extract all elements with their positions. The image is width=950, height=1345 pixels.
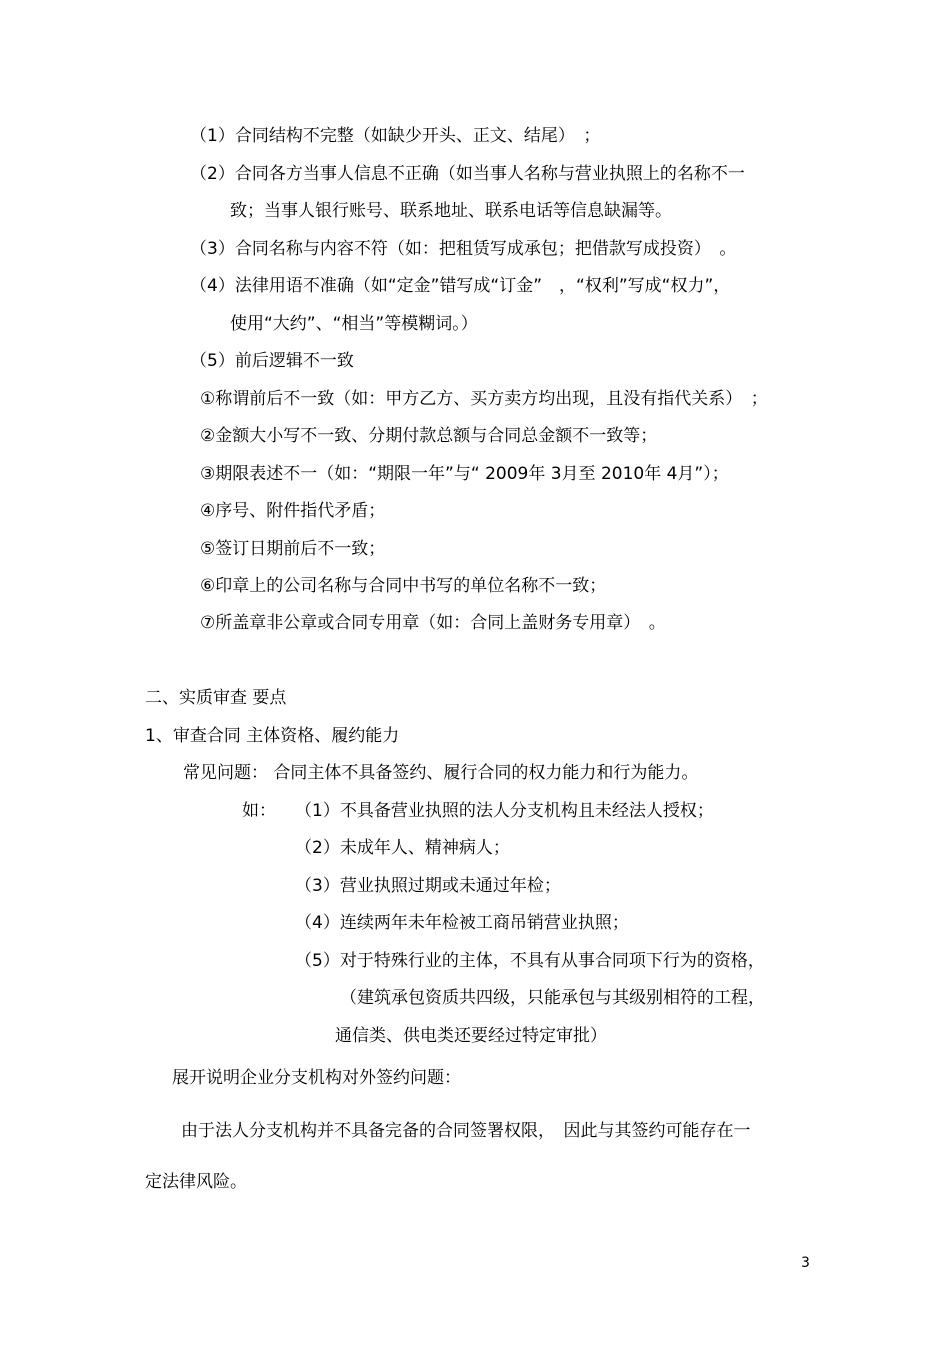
expand-heading: 展开说明企业分支机构对外签约问题： <box>172 1068 461 1088</box>
sub-item-7: ⑦所盖章非公章或合同专用章（如：合同上盖财务专用章） 。 <box>200 613 666 633</box>
issue-5: （5）对于特殊行业的主体，不具有从事合同项下行为的资格， <box>295 951 765 971</box>
sub-item-6: ⑥印章上的公司名称与合同中书写的单位名称不一致； <box>200 576 607 596</box>
sub-item-5: ⑤签订日期前后不一致； <box>200 539 386 559</box>
item-3: （3）合同名称与内容不符（如：把租赁写成承包；把借款写成投资） 。 <box>190 239 737 259</box>
item-5: （5）前后逻辑不一致 <box>190 351 354 371</box>
paragraph-cont: 定法律风险。 <box>145 1172 247 1192</box>
issue-1: （1）不具备营业执照的法人分支机构且未经法人授权； <box>295 801 714 821</box>
example-label: 如： <box>242 801 276 821</box>
item-2-cont: 致；当事人银行账号、联系地址、联系电话等信息缺漏等。 <box>230 201 672 221</box>
section-heading: 二、实质审查 要点 <box>145 688 287 708</box>
issue-5-cont-2: 通信类、供电类还要经过特定审批） <box>335 1026 607 1046</box>
issue-2: （2）未成年人、精神病人； <box>295 838 510 858</box>
sub-item-1: ①称谓前后不一致（如：甲方乙方、买方卖方均出现，且没有指代关系） ； <box>200 389 768 409</box>
issue-3: （3）营业执照过期或未通过年检； <box>295 876 561 896</box>
sub-item-4: ④序号、附件指代矛盾； <box>200 501 386 521</box>
item-2: （2）合同各方当事人信息不正确（如当事人名称与营业执照上的名称不一 <box>190 164 745 184</box>
common-issues: 常见问题： 合同主体不具备签约、履行合同的权力能力和行为能力。 <box>183 763 699 783</box>
sub-item-3: ③期限表述不一（如：“期限一年”与“ 2009年 3月至 2010年 4月”）； <box>200 464 729 484</box>
item-4-cont: 使用“大约”、“相当”等模糊词。） <box>230 314 478 334</box>
paragraph: 由于法人分支机构并不具备完备的合同签署权限， 因此与其签约可能存在一 <box>181 1121 751 1141</box>
item-1: （1）合同结构不完整（如缺少开头、正文、结尾） ； <box>190 126 601 146</box>
issue-5-cont-1: （建筑承包资质共四级，只能承包与其级别相符的工程， <box>340 988 765 1008</box>
item-4: （4）法律用语不准确（如“定金”错写成“订金” ，“权利”写成“权力”， <box>190 276 731 296</box>
page-number: 3 <box>801 1255 810 1271</box>
sub-item-2: ②金额大小写不一致、分期付款总额与合同总金额不一致等； <box>200 426 658 446</box>
subsection-heading: 1、审查合同 主体资格、履约能力 <box>145 726 400 746</box>
issue-4: （4）连续两年未年检被工商吊销营业执照； <box>295 913 629 933</box>
